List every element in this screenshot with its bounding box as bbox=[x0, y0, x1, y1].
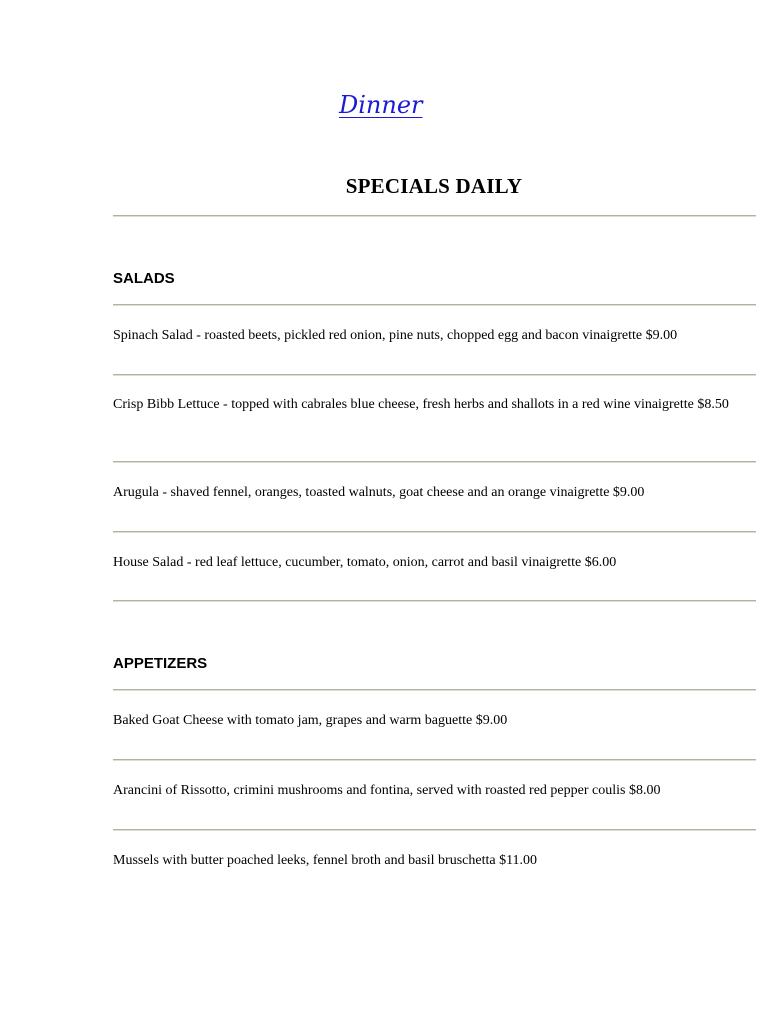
menu-item-arugula: Arugula - shaved fennel, oranges, toasted walnuts, goat cheese and an orange vinaigrette $9.00 bbox=[113, 485, 645, 500]
dinner-link[interactable]: Dinner bbox=[339, 91, 423, 119]
divider bbox=[113, 600, 756, 602]
divider bbox=[113, 215, 756, 217]
menu-item-mussels: Mussels with butter poached leeks, fennel broth and basil bruschetta $11.00 bbox=[113, 853, 538, 868]
section-heading-salads: SALADS bbox=[113, 270, 175, 287]
divider bbox=[113, 304, 756, 306]
divider bbox=[113, 829, 756, 831]
menu-item-crisp-bibb-lettuce: Crisp Bibb Lettuce - topped with cabrales blue cheese, fresh herbs and shallots in a red wine vinaigrette $8.50 bbox=[113, 397, 729, 412]
section-heading-appetizers: APPETIZERS bbox=[113, 655, 208, 672]
menu-item-arancini: Arancini of Rissotto, crimini mushrooms and fontina, served with roasted red pepper coulis $8.00 bbox=[113, 783, 661, 798]
menu-item-house-salad: House Salad - red leaf lettuce, cucumber, tomato, onion, carrot and basil vinaigrette $6.00 bbox=[113, 555, 617, 570]
divider bbox=[113, 531, 756, 533]
menu-item-spinach-salad: Spinach Salad - roasted beets, pickled red onion, pine nuts, chopped egg and bacon vinaigrette $9.00 bbox=[113, 328, 678, 343]
divider bbox=[113, 461, 756, 463]
divider bbox=[113, 374, 756, 376]
page-title: SPECIALS DAILY bbox=[345, 174, 523, 198]
menu-item-baked-goat-cheese: Baked Goat Cheese with tomato jam, grapes and warm baguette $9.00 bbox=[113, 713, 508, 728]
divider bbox=[113, 759, 756, 761]
divider bbox=[113, 689, 756, 691]
